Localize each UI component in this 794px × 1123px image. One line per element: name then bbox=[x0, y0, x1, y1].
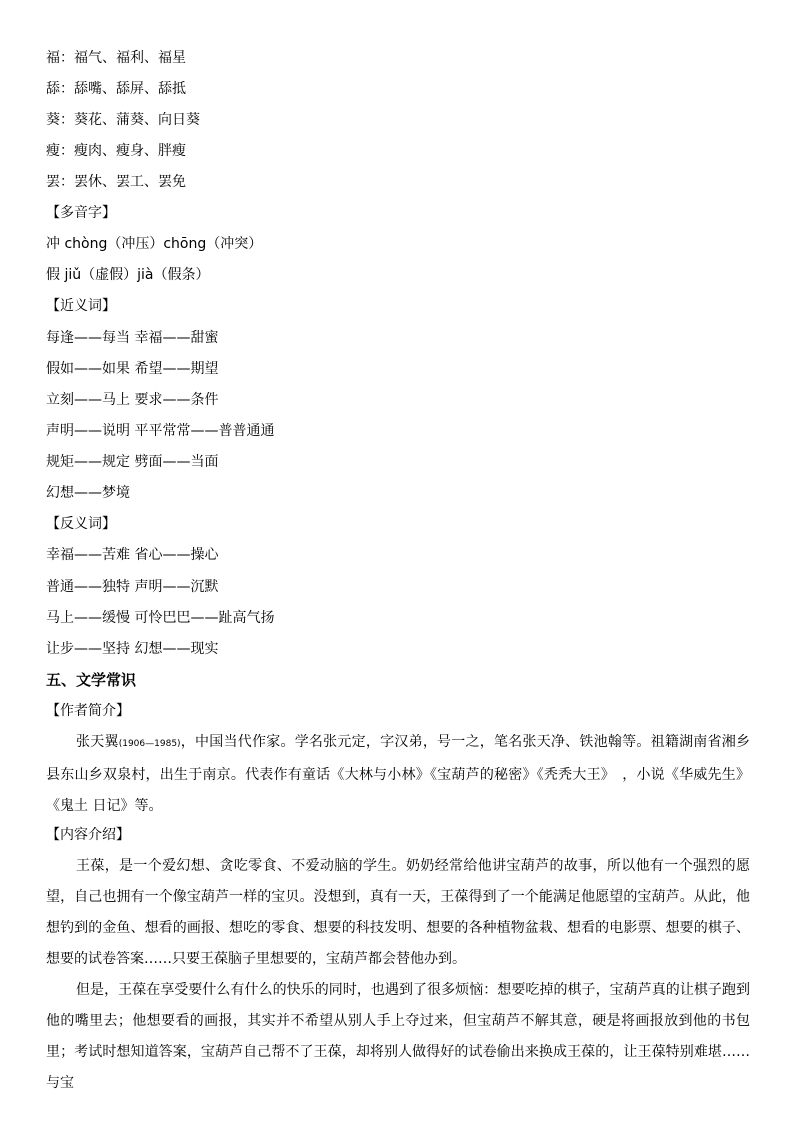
antonym-row: 幸福——苦难 省心——操心 bbox=[46, 547, 219, 563]
word-group-shou: 瘦：瘦肉、瘦身、胖瘦 bbox=[46, 143, 186, 159]
author-name: 张天翼 bbox=[76, 734, 119, 750]
synonym-row: 假如——如果 希望——期望 bbox=[46, 361, 219, 377]
synonym-row: 声明——说明 平平常常——普普通通 bbox=[46, 423, 275, 439]
section-literature-heading: 五、文学常识 bbox=[46, 671, 137, 689]
word-group-tian: 舔：舔嘴、舔屏、舔抵 bbox=[46, 81, 186, 97]
section-author-title: 【作者简介】 bbox=[46, 703, 130, 719]
section-polyphonic-title: 【多音字】 bbox=[46, 205, 116, 221]
antonym-row: 让步——坚持 幻想——现实 bbox=[46, 641, 219, 657]
section-antonyms-title: 【反义词】 bbox=[46, 516, 116, 532]
synonym-row: 幻想——梦境 bbox=[46, 485, 130, 501]
content-paragraph-1: 王葆，是一个爱幻想、贪吃零食、不爱动脑的学生。奶奶经常给他讲宝葫芦的故事，所以他有一个强烈的愿望，自己也拥有一个像宝葫芦一样的宝贝。没想到，真有一天，王葆得到了一个能满足他愿望的宝葫芦。从此，他想钓到的金鱼、想看的画报、想吃的零食、想要的科技发明、想要的各种植物盆栽、想看的电影票、想要的棋子、想要的试卷答案……只要王葆脑子里想要的，宝葫芦都会替他办到。 bbox=[46, 858, 750, 967]
polyphonic-jia: 假 jiǔ（虚假）jià（假条） bbox=[46, 267, 210, 283]
author-intro-text: ，中国当代作家。学名张元定，字汉弟，号一之，笔名张天净、铁池翰等。祖籍湖南省湘乡县东山乡双泉村，出生于南京。代表作有童话《大林与小林》《宝葫芦的秘密》《秃秃大王》 ，小说《华威先生》《鬼土 日记》等。 bbox=[46, 734, 751, 814]
antonym-row: 普通——独特 声明——沉默 bbox=[46, 579, 219, 595]
content-paragraph-2: 但是，王葆在享受要什么有什么的快乐的同时，也遇到了很多烦恼：想要吃掉的棋子，宝葫芦真的让棋子跑到他的嘴里去；他想要看的画报，其实并不希望从别人手上夺过来，但宝葫芦不解其意，硬是将画报放到他的书包里；考试时想知道答案，宝葫芦自己帮不了王葆，却将别人做得好的试卷偷出来换成王葆的，让王葆特别难堪……与宝 bbox=[46, 982, 750, 1091]
word-group-ba: 罢：罢休、罢工、罢免 bbox=[46, 174, 186, 190]
antonym-row: 马上——缓慢 可怜巴巴——趾高气扬 bbox=[46, 610, 275, 626]
author-intro-paragraph bbox=[46, 727, 750, 822]
section-content-title: 【内容介绍】 bbox=[46, 827, 130, 843]
word-group-kui: 葵：葵花、蒲葵、向日葵 bbox=[46, 112, 200, 128]
author-years: (1906—1985) bbox=[118, 739, 181, 749]
polyphonic-chong: 冲 chòng（冲压）chōng（冲突） bbox=[46, 236, 263, 252]
word-group-fu: 福：福气、福利、福星 bbox=[46, 50, 186, 66]
synonym-row: 每逢——每当 幸福——甜蜜 bbox=[46, 330, 219, 346]
synonym-row: 立刻——马上 要求——条件 bbox=[46, 392, 219, 408]
section-synonyms-title: 【近义词】 bbox=[46, 298, 116, 314]
synonym-row: 规矩——规定 劈面——当面 bbox=[46, 454, 219, 470]
